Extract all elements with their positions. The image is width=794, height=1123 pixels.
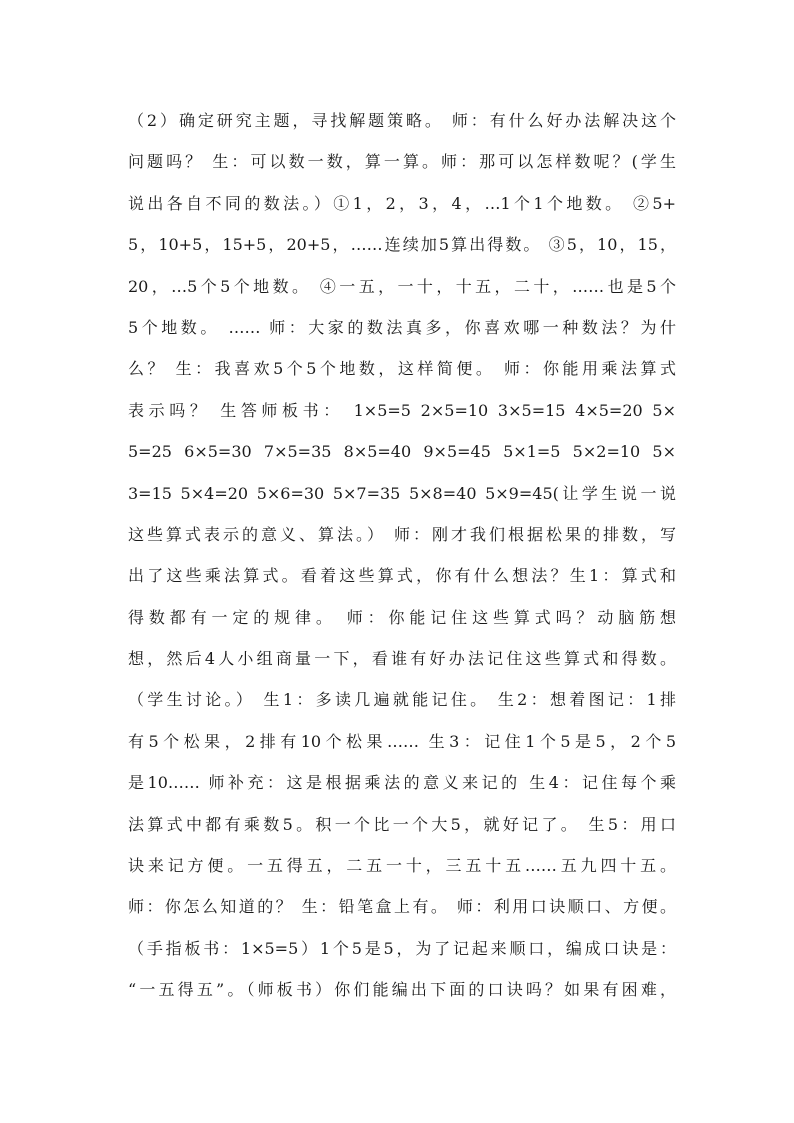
- text-line-11: 这些算式表示的意义、算法。） 师：刚才我们根据松果的排数，写: [128, 524, 676, 544]
- text-line-17: 是10…… 师补充：这是根据乘法的意义来记的 生4：记住每个乘: [128, 773, 676, 793]
- text-line-10: 3=15 5×4=20 5×6=30 5×7=35 5×8=40 5×9=45(让学生说一说: [128, 483, 676, 503]
- text-line-22: “一五得五”。（师板书）你们能编出下面的口诀吗？如果有困难，: [128, 980, 676, 1000]
- text-line-5: 20，…5个5个地数。 ④一五，一十，十五，二十，……也是5个: [128, 276, 676, 296]
- text-line-8: 表示吗？ 生答师板书： 1×5=5 2×5=10 3×5=15 4×5=20 5×: [128, 400, 676, 420]
- text-line-3: 说出各自不同的数法。）①1，2，3，4，…1个1个地数。 ②5+: [128, 193, 676, 213]
- text-line-16: 有5个松果，2排有10个松果…… 生3：记住1个5是5，2个5: [128, 731, 676, 751]
- lesson-text-body: [128, 100, 676, 1011]
- text-line-21: （手指板书：1×5=5）1个5是5，为了记起来顺口，编成口诀是：: [128, 938, 676, 958]
- text-line-19: 诀来记方便。一五得五，二五一十，三五十五……五九四十五。: [128, 856, 676, 876]
- text-line-1: （2）确定研究主题，寻找解题策略。 师：有什么好办法解决这个: [128, 111, 676, 130]
- text-line-6: 5个地数。 …… 师：大家的数法真多，你喜欢哪一种数法？为什: [128, 317, 676, 337]
- text-line-9: 5=25 6×5=30 7×5=35 8×5=40 9×5=45 5×1=5 5×2=10 5×: [128, 442, 676, 462]
- text-line-14: 想，然后4人小组商量一下，看谁有好办法记住这些算式和得数。: [128, 649, 676, 669]
- text-line-15: （学生讨论。） 生1：多读几遍就能记住。 生2：想着图记：1排: [128, 690, 676, 710]
- text-line-12: 出了这些乘法算式。看着这些算式，你有什么想法？生1：算式和: [128, 566, 676, 586]
- text-line-4: 5，10+5，15+5，20+5，……连续加5算出得数。 ③5，10，15，: [128, 235, 676, 255]
- text-line-2: 问题吗？ 生：可以数一数，算一算。师：那可以怎样数呢？(学生: [128, 152, 676, 172]
- text-line-18: 法算式中都有乘数5。积一个比一个大5，就好记了。 生5：用口: [128, 814, 676, 834]
- text-line-20: 师：你怎么知道的？ 生：铅笔盒上有。 师：利用口诀顺口、方便。: [128, 897, 676, 917]
- text-line-13: 得数都有一定的规律。 师：你能记住这些算式吗？动脑筋想: [128, 607, 676, 627]
- text-line-7: 么？ 生：我喜欢5个5个地数，这样简便。 师：你能用乘法算式: [128, 359, 676, 379]
